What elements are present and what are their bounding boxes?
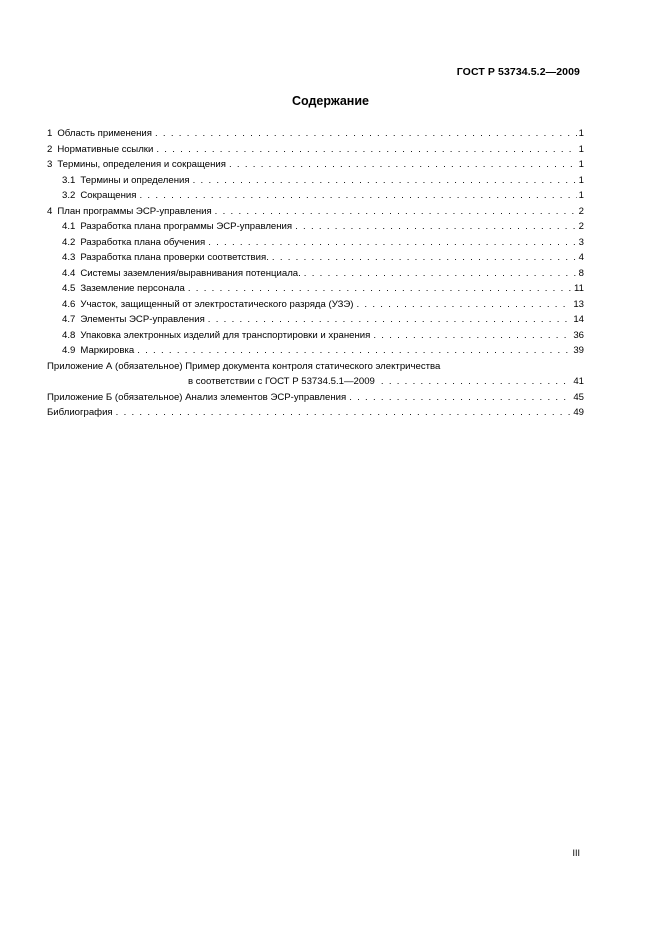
- toc-entry-label: Элементы ЭСР-управления: [80, 314, 205, 325]
- document-code: ГОСТ Р 53734.5.2—2009: [456, 66, 580, 78]
- dot-leader: [353, 297, 571, 313]
- appendix-b-title: Приложение Б (обязательное) Анализ элементов ЭСР-управления: [47, 391, 347, 403]
- toc-entry[interactable]: [47, 126, 584, 142]
- dot-leader: [370, 328, 571, 344]
- toc-entry-number: 4.2: [62, 236, 76, 248]
- dot-leader: [185, 281, 572, 297]
- toc-entry-page: 13: [573, 298, 584, 310]
- toc-entry[interactable]: [47, 157, 584, 173]
- toc-entry[interactable]: [47, 204, 584, 220]
- toc-entry-label: План программы ЭСР-управления: [57, 205, 212, 217]
- toc-entry-number: 3.2: [62, 190, 76, 201]
- appendix-a-title-continued: в соответствии с ГОСТ Р 53734.5.1—2009: [188, 376, 375, 387]
- dot-leader: [226, 157, 577, 173]
- toc-entry-page: 1: [578, 159, 584, 170]
- toc-entry-label: Термины, определения и сокращения: [57, 159, 226, 170]
- dot-leader: [301, 266, 577, 282]
- toc-entry-label: Маркировка: [80, 345, 135, 356]
- toc-entry-page: 1: [578, 143, 584, 155]
- dot-leader: [134, 343, 571, 359]
- toc-entry[interactable]: [47, 281, 584, 297]
- toc-entry-page: 11: [574, 283, 584, 294]
- toc-entry-number: 4.3: [62, 252, 76, 263]
- toc-entry[interactable]: [47, 328, 584, 344]
- toc-entry-page: 49: [573, 407, 584, 418]
- toc-entry-label: Область применения: [57, 128, 152, 139]
- toc-entry[interactable]: [47, 343, 584, 359]
- toc-entry-number: 4.4: [62, 267, 76, 279]
- toc-entry-number: 4.7: [62, 314, 76, 325]
- toc-entry-number: 4.1: [62, 221, 76, 232]
- toc-entry[interactable]: [47, 219, 584, 235]
- toc-entry-label: Сокращения: [80, 190, 137, 201]
- toc-entry-page: 1: [578, 190, 584, 201]
- toc-entry-label: Нормативные ссылки: [57, 143, 154, 155]
- toc-entry-page: 2: [578, 205, 584, 217]
- page-title: Содержание: [291, 94, 369, 108]
- toc-entry-page: 8: [578, 267, 584, 279]
- toc-entry-page: 36: [573, 329, 584, 341]
- toc-entry-number: 4.6: [62, 298, 76, 310]
- toc-entry[interactable]: [47, 297, 584, 313]
- dot-leader: [190, 173, 577, 189]
- toc-entry-page: 14: [573, 314, 584, 325]
- dot-leader: [152, 126, 577, 142]
- toc-entry-page: 1: [578, 128, 584, 139]
- page-number: III: [572, 848, 580, 858]
- toc-entry-label: Системы заземления/выравнивания потенциала.: [80, 267, 301, 279]
- toc-entry-number: 3: [47, 159, 53, 170]
- toc-entry[interactable]: [47, 173, 584, 189]
- toc-entry-label: Разработка плана программы ЭСР-управления: [80, 221, 293, 232]
- dot-leader: [153, 142, 576, 158]
- toc-entry-page: 45: [573, 391, 584, 403]
- toc-entry-number: 3.1: [62, 174, 76, 186]
- dot-leader: [346, 390, 571, 406]
- toc-entry-number: 4.9: [62, 345, 76, 356]
- toc-entry-page: 3: [578, 236, 584, 248]
- dot-leader: [212, 204, 577, 220]
- toc-entry-label: Участок, защищенный от электростатического разряда (УЗЭ): [80, 298, 354, 310]
- toc-entry-number: 4.8: [62, 329, 76, 341]
- toc-entry-page: 2: [578, 221, 584, 232]
- toc-entry-page: 4: [578, 252, 584, 263]
- dot-leader: [205, 235, 576, 251]
- dot-leader: [205, 312, 572, 328]
- toc-bibliography[interactable]: [47, 405, 584, 421]
- toc-entry-number: 1: [47, 128, 53, 139]
- toc-entry-page: 1: [578, 174, 584, 186]
- toc-entry-number: 4.5: [62, 283, 76, 294]
- dot-leader: [292, 219, 577, 235]
- toc-appendix-b[interactable]: [47, 390, 584, 406]
- toc-entry[interactable]: [47, 188, 584, 204]
- toc-entry-number: 2: [47, 143, 53, 155]
- toc-entry-number: 4: [47, 205, 53, 217]
- toc-entry-label: Термины и определения: [80, 174, 190, 186]
- toc-entry-label: Упаковка электронных изделий для транспортировки и хранения: [80, 329, 371, 341]
- toc-entry[interactable]: [47, 312, 584, 328]
- toc-entry-page: 39: [573, 345, 584, 356]
- toc-entry-label: Разработка плана обучения: [80, 236, 206, 248]
- bibliography-label: Библиография: [47, 407, 113, 418]
- toc-entry-label: Заземление персонала: [80, 283, 185, 294]
- table-of-contents: [47, 126, 584, 421]
- toc-entry[interactable]: [47, 235, 584, 251]
- dot-leader: [113, 405, 572, 421]
- toc-entry[interactable]: [47, 266, 584, 282]
- appendix-a-title: Приложение А (обязательное) Пример документа контроля статического электричества: [47, 360, 441, 372]
- toc-entry[interactable]: [47, 250, 584, 266]
- toc-entry[interactable]: [47, 142, 584, 158]
- dot-leader: [269, 250, 577, 266]
- toc-appendix-a[interactable]: [47, 359, 584, 390]
- toc-entry-label: Разработка плана проверки соответствия.: [80, 252, 269, 263]
- dot-leader: [375, 374, 571, 390]
- dot-leader: [136, 188, 576, 204]
- toc-entry-page: 41: [573, 376, 584, 387]
